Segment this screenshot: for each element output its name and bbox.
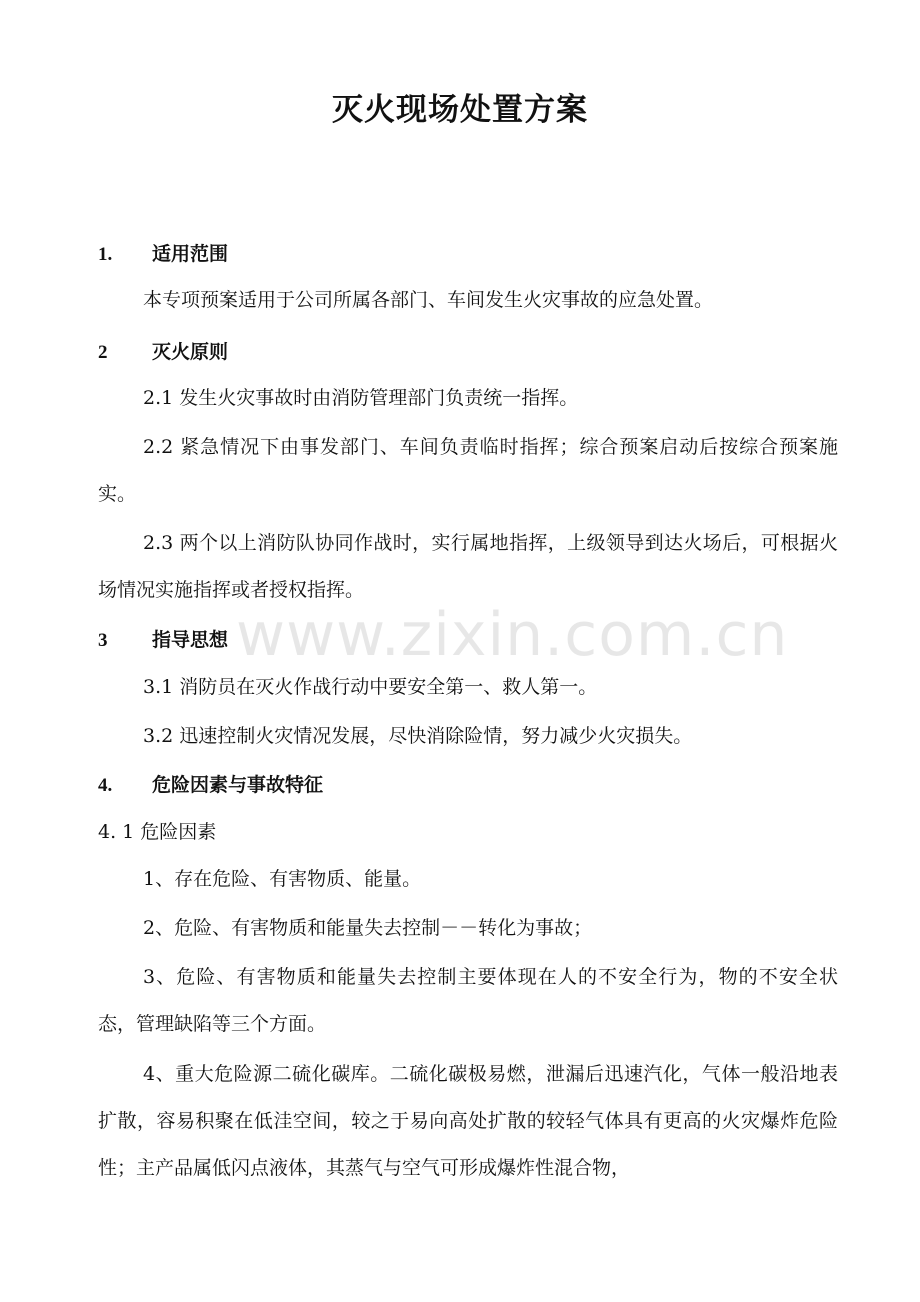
- section-heading-3: [98, 625, 228, 655]
- section-number: 4.: [98, 775, 113, 796]
- section-number: 1.: [98, 244, 113, 265]
- section-title: 指导思想: [152, 629, 229, 651]
- document-title: 灭火现场处置方案: [332, 92, 588, 128]
- paragraph: 1、存在危险、有害物质、能量。: [143, 868, 422, 890]
- paragraph: 4、重大危险源二硫化碳库。二硫化碳极易燃，泄漏后迅速汽化，气体一般沿地表扩散，容易积聚在低洼空间，较之于易向高处扩散的较轻气体具有更高的火灾爆炸危险性；主产品属低闪点液体，其蒸气与空气可形成爆炸性混合物，: [98, 1063, 838, 1179]
- paragraph: 3.1 消防员在灭火作战行动中要安全第一、救人第一。: [143, 676, 598, 698]
- watermark: www.zixin.com.cn: [236, 600, 789, 670]
- paragraph: 2.3 两个以上消防队协同作战时，实行属地指挥，上级领导到达火场后，可根据火场情况实施指挥或者授权指挥。: [98, 532, 838, 601]
- paragraph: 3、危险、有害物质和能量失去控制主要体现在人的不安全行为，物的不安全状态，管理缺陷等三个方面。: [98, 966, 838, 1035]
- section-number: 3: [98, 630, 108, 651]
- section-heading-1: [98, 239, 228, 269]
- paragraph: 2、危险、有害物质和能量失去控制－－转化为事故；: [143, 917, 593, 939]
- section-number: 2: [98, 342, 108, 363]
- paragraph: 2.2 紧急情况下由事发部门、车间负责临时指挥；综合预案启动后按综合预案施实。: [98, 436, 838, 505]
- subsection-heading: 4. 1 危险因素: [98, 821, 217, 843]
- section-heading-2: [98, 337, 228, 367]
- section-title: 灭火原则: [152, 341, 229, 363]
- section-heading-4: [98, 770, 323, 800]
- paragraph: 2.1 发生火灾事故时由消防管理部门负责统一指挥。: [143, 387, 579, 409]
- section-title: 适用范围: [152, 243, 229, 265]
- section-title: 危险因素与事故特征: [152, 774, 324, 796]
- paragraph: 3.2 迅速控制火灾情况发展，尽快消除险情，努力减少火灾损失。: [143, 725, 693, 747]
- paragraph: 本专项预案适用于公司所属各部门、车间发生火灾事故的应急处置。: [143, 289, 714, 311]
